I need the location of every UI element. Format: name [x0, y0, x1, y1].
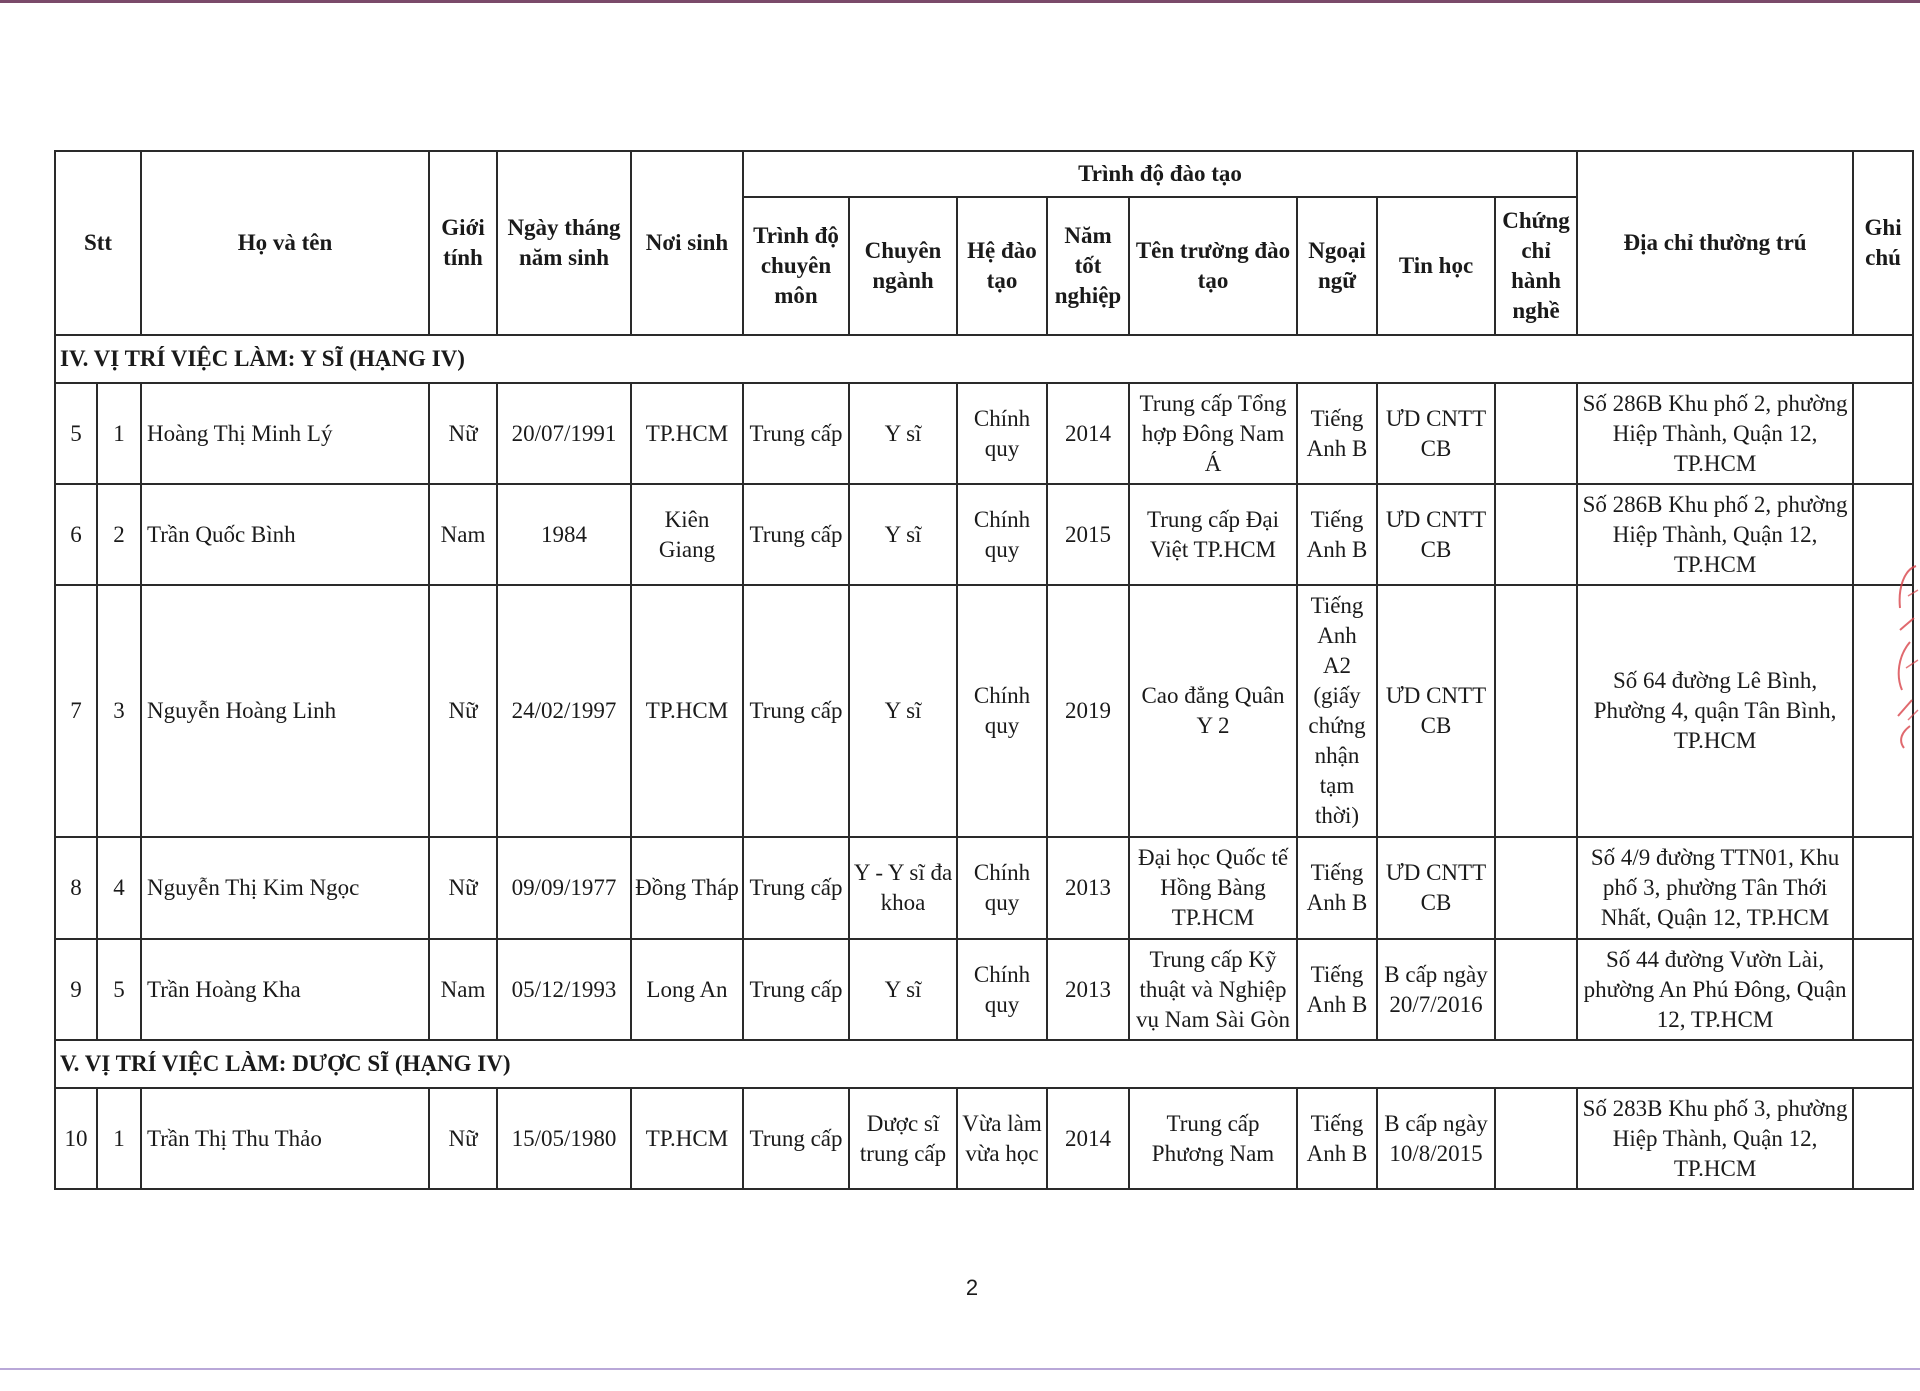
header-training-group: Trình độ đào tạo	[743, 151, 1577, 197]
row-language: Tiếng Anh B	[1297, 939, 1377, 1040]
table-row	[55, 383, 1913, 484]
row-sub-number: 4	[97, 837, 141, 939]
header-mode: Hệ đào tạo	[957, 197, 1047, 335]
row-grad-year: 2013	[1047, 939, 1129, 1040]
header-stt: Stt	[55, 151, 141, 335]
row-grad-year: 2015	[1047, 484, 1129, 585]
row-stt: 7	[55, 585, 97, 837]
header-it: Tin học	[1377, 197, 1495, 335]
table-row	[55, 585, 1913, 837]
header-address: Địa chỉ thường trú	[1577, 151, 1853, 335]
row-mode: Chính quy	[957, 484, 1047, 585]
row-gender: Nữ	[429, 1088, 497, 1189]
header-license: Chứng chỉ hành nghề	[1495, 197, 1577, 335]
candidate-table	[54, 150, 1914, 1190]
row-name: Trần Quốc Bình	[141, 484, 429, 585]
row-school: Cao đẳng Quân Y 2	[1129, 585, 1297, 837]
row-gender: Nữ	[429, 383, 497, 484]
row-dob: 15/05/1980	[497, 1088, 631, 1189]
section-title: V. VỊ TRÍ VIỆC LÀM: DƯỢC SĨ (HẠNG IV)	[55, 1040, 1913, 1088]
row-grad-year: 2014	[1047, 1088, 1129, 1189]
row-school: Trung cấp Kỹ thuật và Nghiệp vụ Nam Sài Gòn	[1129, 939, 1297, 1040]
row-level: Trung cấp	[743, 1088, 849, 1189]
row-gender: Nam	[429, 939, 497, 1040]
row-note	[1853, 939, 1913, 1040]
top-border-line	[0, 0, 1920, 3]
row-birthplace: Đồng Tháp	[631, 837, 743, 939]
section-header-row	[55, 1040, 1913, 1088]
row-name: Hoàng Thị Minh Lý	[141, 383, 429, 484]
header-name: Họ và tên	[141, 151, 429, 335]
row-dob: 1984	[497, 484, 631, 585]
row-note	[1853, 837, 1913, 939]
header-school: Tên trường đào tạo	[1129, 197, 1297, 335]
row-level: Trung cấp	[743, 939, 849, 1040]
row-address: Số 64 đường Lê Bình, Phường 4, quận Tân Bình, TP.HCM	[1577, 585, 1853, 837]
row-dob: 20/07/1991	[497, 383, 631, 484]
row-birthplace: TP.HCM	[631, 383, 743, 484]
row-birthplace: Long An	[631, 939, 743, 1040]
row-address: Số 286B Khu phố 2, phường Hiệp Thành, Quận 12, TP.HCM	[1577, 484, 1853, 585]
section-title: IV. VỊ TRÍ VIỆC LÀM: Y SĨ (HẠNG IV)	[55, 335, 1913, 383]
row-stt: 9	[55, 939, 97, 1040]
row-note	[1853, 484, 1913, 585]
header-grad-year: Năm tốt nghiệp	[1047, 197, 1129, 335]
header-language: Ngoại ngữ	[1297, 197, 1377, 335]
row-major: Y sĩ	[849, 383, 957, 484]
row-license	[1495, 837, 1577, 939]
row-note	[1853, 585, 1913, 837]
section-header-row	[55, 335, 1913, 383]
row-license	[1495, 585, 1577, 837]
table-row	[55, 837, 1913, 939]
row-address: Số 283B Khu phố 3, phường Hiệp Thành, Quận 12, TP.HCM	[1577, 1088, 1853, 1189]
row-mode: Chính quy	[957, 939, 1047, 1040]
row-stt: 8	[55, 837, 97, 939]
row-stt: 10	[55, 1088, 97, 1189]
header-row-top	[55, 151, 1913, 197]
row-it: B cấp ngày 20/7/2016	[1377, 939, 1495, 1040]
header-level: Trình độ chuyên môn	[743, 197, 849, 335]
row-major: Y - Y sĩ đa khoa	[849, 837, 957, 939]
row-it: ƯD CNTT CB	[1377, 383, 1495, 484]
row-it: ƯD CNTT CB	[1377, 585, 1495, 837]
row-grad-year: 2019	[1047, 585, 1129, 837]
row-language: Tiếng Anh B	[1297, 484, 1377, 585]
page-number: 2	[965, 1275, 979, 1300]
row-sub-number: 3	[97, 585, 141, 837]
row-major: Y sĩ	[849, 585, 957, 837]
row-major: Dược sĩ trung cấp	[849, 1088, 957, 1189]
row-school: Trung cấp Tổng hợp Đông Nam Á	[1129, 383, 1297, 484]
row-major: Y sĩ	[849, 484, 957, 585]
row-mode: Vừa làm vừa học	[957, 1088, 1047, 1189]
row-license	[1495, 939, 1577, 1040]
row-grad-year: 2013	[1047, 837, 1129, 939]
row-school: Trung cấp Phương Nam	[1129, 1088, 1297, 1189]
row-dob: 05/12/1993	[497, 939, 631, 1040]
row-dob: 24/02/1997	[497, 585, 631, 837]
row-name: Nguyễn Thị Kim Ngọc	[141, 837, 429, 939]
row-dob: 09/09/1977	[497, 837, 631, 939]
row-mode: Chính quy	[957, 837, 1047, 939]
header-gender: Giới tính	[429, 151, 497, 335]
row-mode: Chính quy	[957, 383, 1047, 484]
row-mode: Chính quy	[957, 585, 1047, 837]
row-sub-number: 2	[97, 484, 141, 585]
row-license	[1495, 1088, 1577, 1189]
row-birthplace: Kiên Giang	[631, 484, 743, 585]
row-gender: Nam	[429, 484, 497, 585]
row-level: Trung cấp	[743, 837, 849, 939]
header-birthplace: Nơi sinh	[631, 151, 743, 335]
row-license	[1495, 383, 1577, 484]
table-row	[55, 484, 1913, 585]
row-address: Số 44 đường Vườn Lài, phường An Phú Đông, Quận 12, TP.HCM	[1577, 939, 1853, 1040]
row-sub-number: 1	[97, 383, 141, 484]
row-school: Đại học Quốc tế Hồng Bàng TP.HCM	[1129, 837, 1297, 939]
header-note: Ghi chú	[1853, 151, 1913, 335]
row-it: ƯD CNTT CB	[1377, 837, 1495, 939]
row-gender: Nữ	[429, 837, 497, 939]
row-stt: 5	[55, 383, 97, 484]
row-level: Trung cấp	[743, 383, 849, 484]
bottom-border-line	[0, 1368, 1920, 1370]
row-name: Trần Hoàng Kha	[141, 939, 429, 1040]
row-school: Trung cấp Đại Việt TP.HCM	[1129, 484, 1297, 585]
row-name: Trần Thị Thu Thảo	[141, 1088, 429, 1189]
row-address: Số 4/9 đường TTN01, Khu phố 3, phường Tân Thới Nhất, Quận 12, TP.HCM	[1577, 837, 1853, 939]
row-sub-number: 5	[97, 939, 141, 1040]
table-row	[55, 1088, 1913, 1189]
row-level: Trung cấp	[743, 585, 849, 837]
row-grad-year: 2014	[1047, 383, 1129, 484]
row-language: Tiếng Anh B	[1297, 1088, 1377, 1189]
row-birthplace: TP.HCM	[631, 1088, 743, 1189]
row-it: B cấp ngày 10/8/2015	[1377, 1088, 1495, 1189]
row-note	[1853, 383, 1913, 484]
row-language: Tiếng Anh B	[1297, 837, 1377, 939]
row-major: Y sĩ	[849, 939, 957, 1040]
row-it: ƯD CNTT CB	[1377, 484, 1495, 585]
header-dob: Ngày tháng năm sinh	[497, 151, 631, 335]
table-row	[55, 939, 1913, 1040]
row-note	[1853, 1088, 1913, 1189]
row-sub-number: 1	[97, 1088, 141, 1189]
row-language: Tiếng Anh A2 (giấy chứng nhận tạm thời)	[1297, 585, 1377, 837]
row-license	[1495, 484, 1577, 585]
row-name: Nguyễn Hoàng Linh	[141, 585, 429, 837]
row-birthplace: TP.HCM	[631, 585, 743, 837]
row-address: Số 286B Khu phố 2, phường Hiệp Thành, Quận 12, TP.HCM	[1577, 383, 1853, 484]
row-gender: Nữ	[429, 585, 497, 837]
row-stt: 6	[55, 484, 97, 585]
row-language: Tiếng Anh B	[1297, 383, 1377, 484]
row-level: Trung cấp	[743, 484, 849, 585]
header-major: Chuyên ngành	[849, 197, 957, 335]
